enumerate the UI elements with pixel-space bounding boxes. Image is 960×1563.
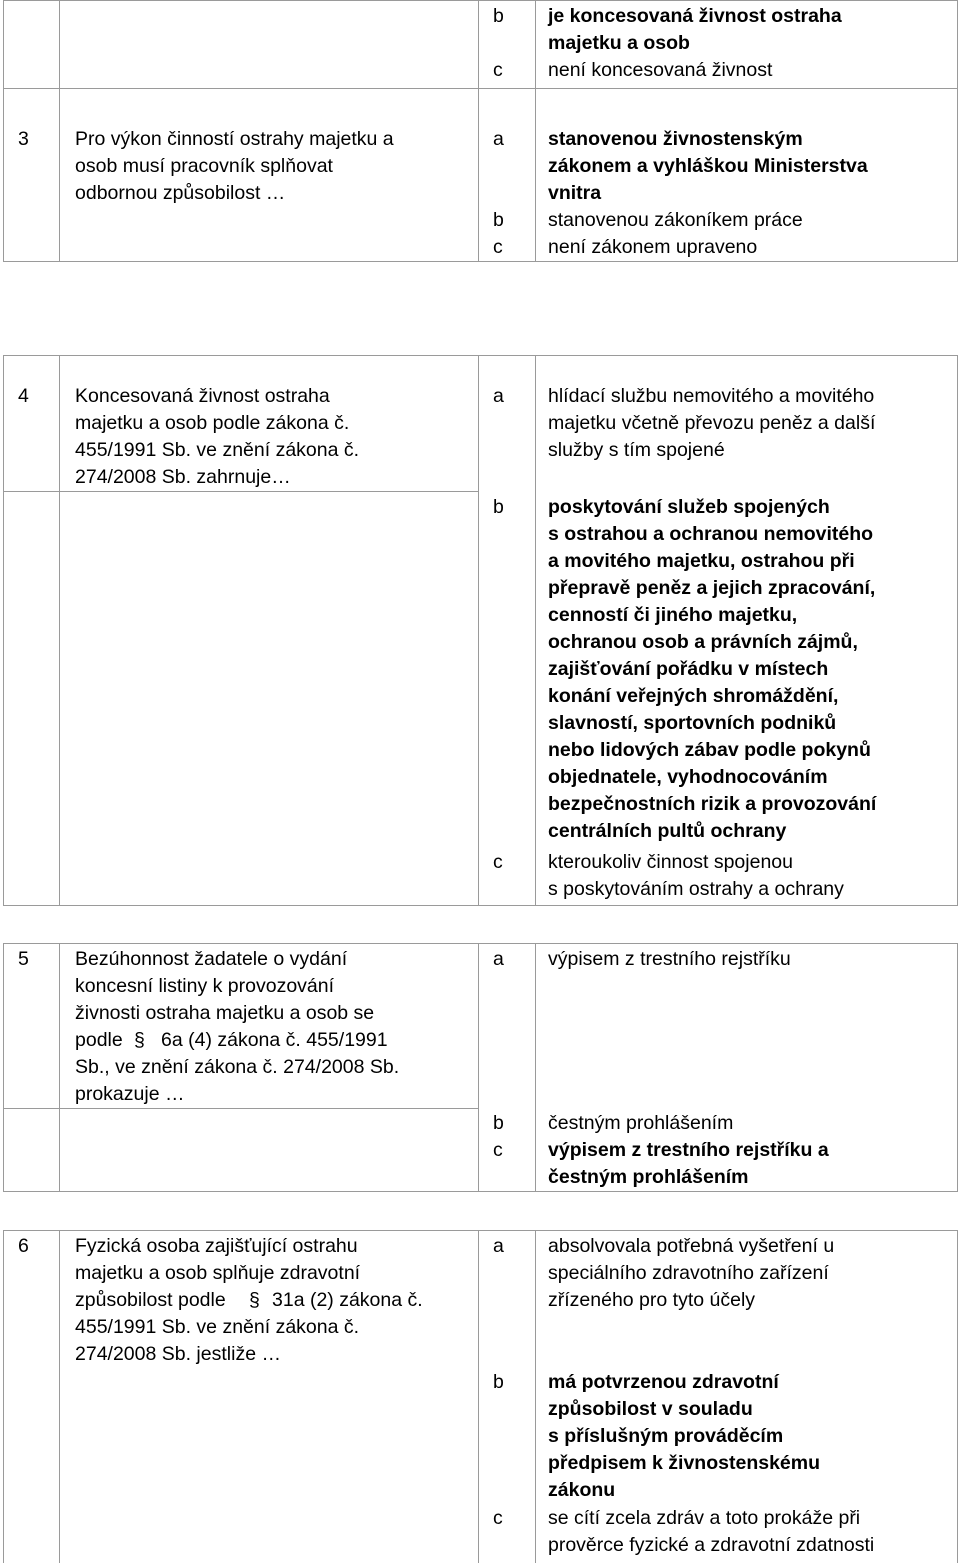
answer-line: prověrce fyzické a zdravotní zdatnosti <box>548 1534 875 1556</box>
question-line: 455/1991 Sb. ve znění zákona č. <box>75 439 360 461</box>
question-line: Pro výkon činností ostrahy majetku a <box>75 128 394 150</box>
question-table-6 <box>3 1230 958 1563</box>
answer-line: absolvovala potřebná vyšetření u <box>548 1235 835 1257</box>
question-line: způsobilost podle <box>75 1289 226 1311</box>
answer-line: majetku včetně převozu peněz a další <box>548 412 876 434</box>
answer-line: majetku a osob <box>548 32 690 54</box>
question-table-5 <box>3 943 958 1192</box>
answer-letter: b <box>493 1371 504 1393</box>
question-line: prokazuje … <box>75 1083 185 1105</box>
answer-letter: c <box>493 1507 503 1529</box>
question-table-3 <box>3 0 958 262</box>
answer-letter: b <box>493 209 504 231</box>
answer-line: poskytování služeb spojených <box>548 496 830 518</box>
answer-line: s ostrahou a ochranou nemovitého <box>548 523 874 545</box>
answer-line: je koncesovaná živnost ostraha <box>548 5 842 27</box>
question-line: majetku a osob splňuje zdravotní <box>75 1262 361 1284</box>
question-number: 6 <box>18 1235 29 1257</box>
answer-line: objednatele, vyhodnocováním <box>548 766 828 788</box>
answer-line: s poskytováním ostrahy a ochrany <box>548 878 844 900</box>
question-line: podle <box>75 1029 123 1051</box>
question-line: majetku a osob podle zákona č. <box>75 412 350 434</box>
question-line: odbornou způsobilost … <box>75 182 286 204</box>
question-line: 6a (4) zákona č. 455/1991 <box>161 1029 388 1051</box>
answer-line: bezpečnostních rizik a provozování <box>548 793 877 815</box>
answer-line: hlídací službu nemovitého a movitého <box>548 385 875 407</box>
question-table-4 <box>3 355 958 906</box>
question-line: 274/2008 Sb. jestliže … <box>75 1343 281 1365</box>
answer-letter: c <box>493 59 503 81</box>
answer-line: způsobilost v souladu <box>548 1398 753 1420</box>
question-line: 31a (2) zákona č. <box>272 1289 423 1311</box>
answer-line: má potvrzenou zdravotní <box>548 1371 779 1393</box>
answer-line: zákonu <box>548 1479 616 1501</box>
answer-line: konání veřejných shromáždění, <box>548 685 839 707</box>
answer-line: není zákonem upraveno <box>548 236 758 258</box>
question-line: Fyzická osoba zajišťující ostrahu <box>75 1235 358 1257</box>
answer-line: čestným prohlášením <box>548 1112 734 1134</box>
answer-line: zajišťování pořádku v místech <box>548 658 829 680</box>
answer-line: stanovenou živnostenským <box>548 128 803 150</box>
question-line: 455/1991 Sb. ve znění zákona č. <box>75 1316 360 1338</box>
question-number: 4 <box>18 385 29 407</box>
answer-line: výpisem z trestního rejstříku a <box>548 1139 829 1161</box>
answer-letter: a <box>493 128 504 150</box>
answer-line: s příslušným prováděcím <box>548 1425 784 1447</box>
answer-line: zákonem a vyhláškou Ministerstva <box>548 155 868 177</box>
answer-letter: a <box>493 385 504 407</box>
answer-letter: b <box>493 496 504 518</box>
answer-letter: b <box>493 1112 504 1134</box>
answer-line: cenností či jiného majetku, <box>548 604 798 626</box>
answer-line: vnitra <box>548 182 602 204</box>
answer-line: nebo lidových zábav podle pokynů <box>548 739 871 761</box>
section-sign: § <box>249 1289 260 1311</box>
question-number: 5 <box>18 948 29 970</box>
answer-letter: c <box>493 851 503 873</box>
answer-line: stanovenou zákoníkem práce <box>548 209 803 231</box>
question-line: živnosti ostraha majetku a osob se <box>75 1002 375 1024</box>
answer-line: výpisem z trestního rejstříku <box>548 948 791 970</box>
answer-line: služby s tím spojené <box>548 439 725 461</box>
answer-line: zřízeného pro tyto účely <box>548 1289 756 1311</box>
question-line: Sb., ve znění zákona č. 274/2008 Sb. <box>75 1056 400 1078</box>
question-line: osob musí pracovník splňovat <box>75 155 333 177</box>
answer-line: kteroukoliv činnost spojenou <box>548 851 793 873</box>
answer-letter: a <box>493 1235 504 1257</box>
answer-line: se cítí zcela zdráv a toto prokáže při <box>548 1507 861 1529</box>
answer-line: a movitého majetku, ostrahou při <box>548 550 855 572</box>
question-line: 274/2008 Sb. zahrnuje… <box>75 466 291 488</box>
answer-line: předpisem k živnostenskému <box>548 1452 821 1474</box>
answer-line: přepravě peněz a jejich zpracování, <box>548 577 876 599</box>
answer-line: slavností, sportovních podniků <box>548 712 837 734</box>
answer-line: čestným prohlášením <box>548 1166 749 1188</box>
question-line: Bezúhonnost žadatele o vydání <box>75 948 348 970</box>
question-line: koncesní listiny k provozování <box>75 975 335 997</box>
section-sign: § <box>134 1029 145 1051</box>
answer-letter: a <box>493 948 504 970</box>
answer-letter: b <box>493 5 504 27</box>
question-line: Koncesovaná živnost ostraha <box>75 385 330 407</box>
answer-line: centrálních pultů ochrany <box>548 820 787 842</box>
answer-letter: c <box>493 236 503 258</box>
answer-letter: c <box>493 1139 503 1161</box>
question-number: 3 <box>18 128 29 150</box>
answer-line: není koncesovaná živnost <box>548 59 773 81</box>
answer-line: speciálního zdravotního zařízení <box>548 1262 829 1284</box>
answer-line: ochranou osob a právních zájmů, <box>548 631 858 653</box>
